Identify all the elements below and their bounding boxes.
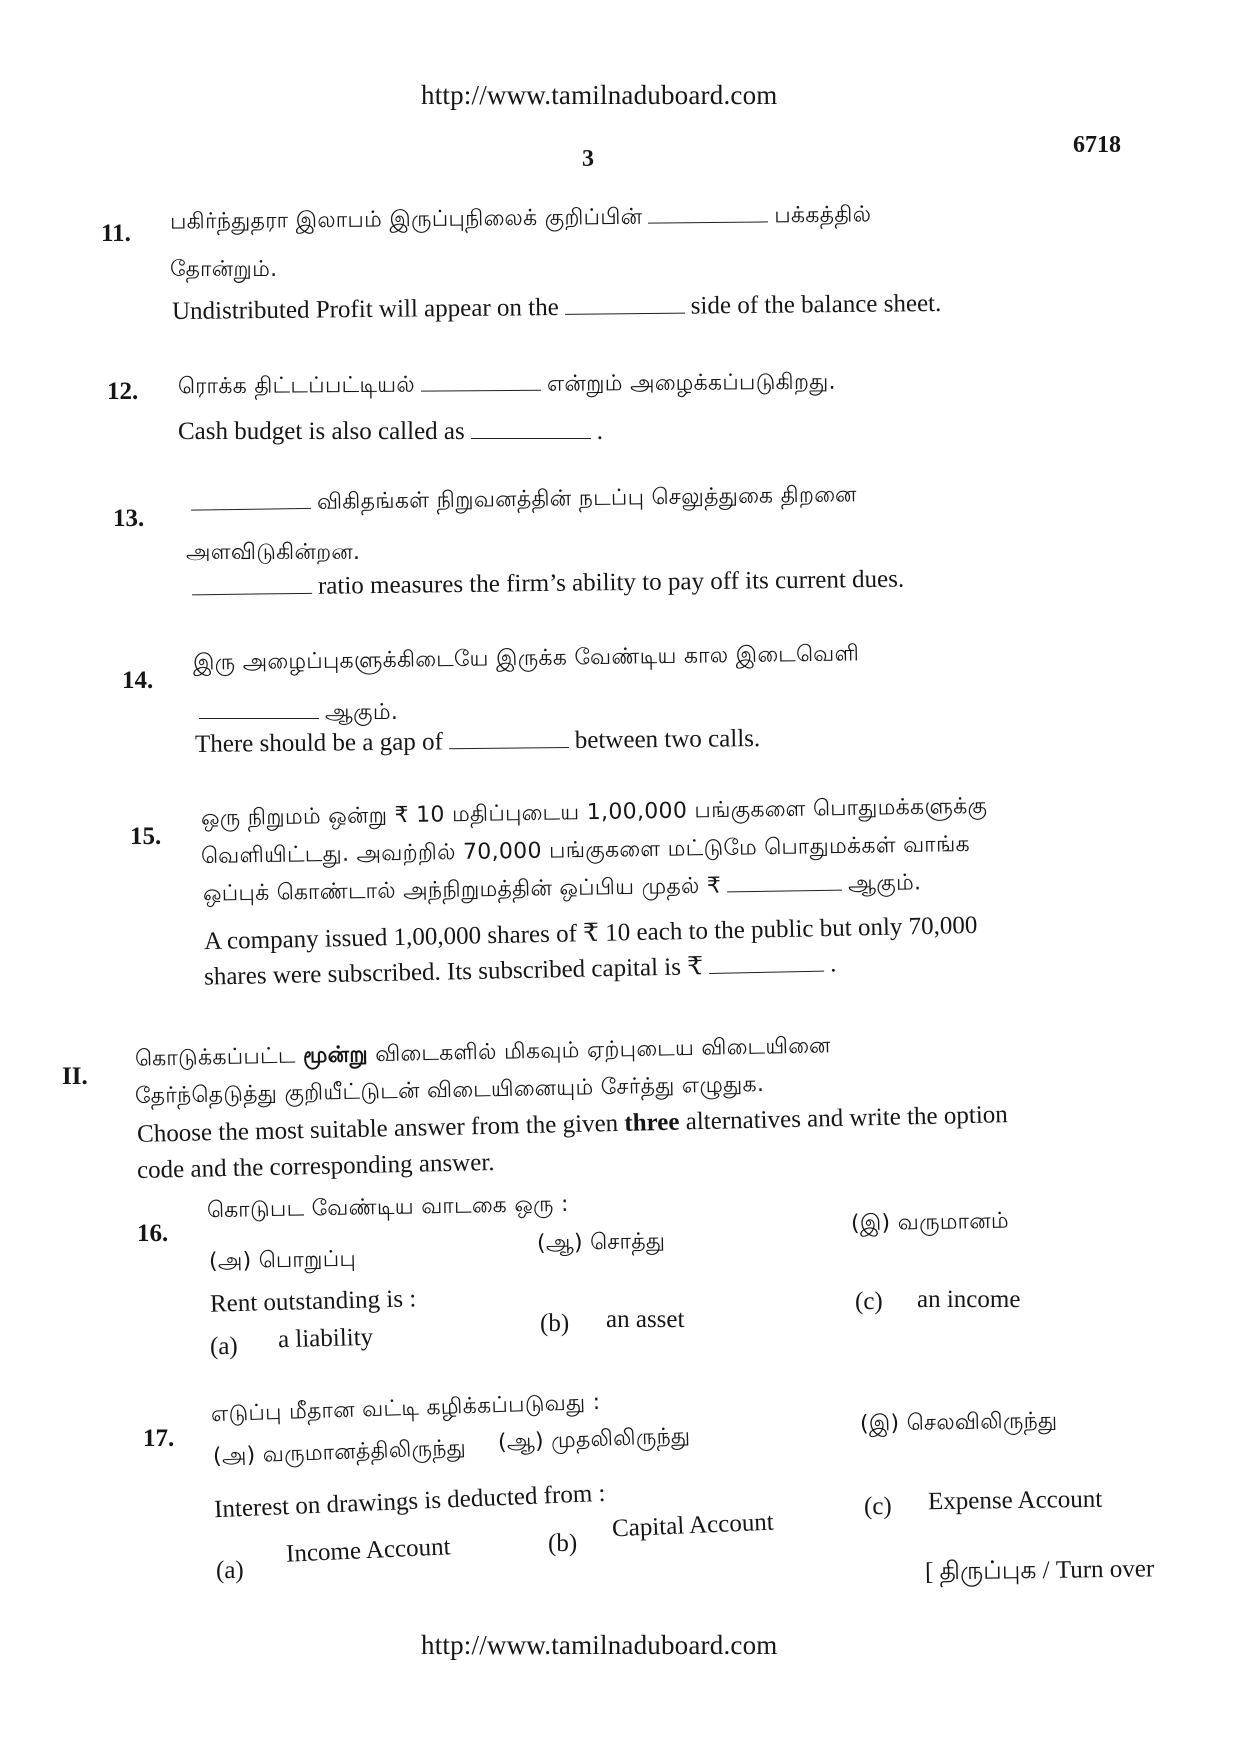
question-number: 13.	[113, 505, 145, 532]
question-english-line2: shares were subscribed. Its subscribed capital is ₹ .	[203, 950, 837, 991]
question-english: Cash budget is also called as .	[178, 418, 603, 445]
question-number: 15.	[130, 823, 162, 850]
option-english-b: Capital Account	[611, 1508, 775, 1543]
answer-blank	[565, 312, 685, 315]
question-number: 14.	[122, 667, 154, 694]
answer-blank	[709, 970, 824, 974]
question-number: 16.	[137, 1220, 169, 1247]
option-tamil-b: (ஆ) சொத்து	[536, 1228, 666, 1257]
option-tamil-c: (இ) வருமானம்	[850, 1208, 1010, 1237]
option-tamil-c: (இ) செலவிலிருந்து	[859, 1408, 1058, 1437]
option-english-a: a liability	[277, 1323, 374, 1354]
answer-blank	[191, 507, 311, 511]
section-number: II.	[62, 1063, 88, 1090]
answer-blank	[192, 592, 312, 595]
question-number: 12.	[107, 378, 139, 405]
question-number: 11.	[101, 220, 131, 247]
question-tamil: விகிதங்கள் நிறுவனத்தின் நடப்பு செலுத்துகை திறனை	[185, 482, 857, 519]
question-tamil-line2: ஆகும்.	[193, 700, 398, 728]
option-english-b: an asset	[606, 1306, 685, 1333]
option-label-b: (b)	[548, 1530, 578, 1557]
footer-url: http://www.tamilnaduboard.com	[421, 1630, 778, 1660]
answer-blank	[648, 220, 768, 223]
option-label-a: (a)	[216, 1557, 244, 1584]
option-label-a: (a)	[210, 1333, 238, 1360]
answer-blank	[471, 437, 591, 439]
question-english: A company issued 1,00,000 shares of ₹ 10 each to the public but only 70,000	[203, 911, 978, 956]
question-tamil: ரொக்க திட்டப்பட்டியல் என்றும் அழைக்கப்படுகிறது.	[177, 369, 836, 400]
section-instruction-english-line2: code and the corresponding answer.	[136, 1148, 495, 1185]
question-english: Interest on drawings is deducted from :	[213, 1479, 606, 1524]
option-label-b: (b)	[540, 1310, 570, 1337]
question-tamil: எடுப்பு மீதான வட்டி கழிக்கப்படுவது :	[210, 1389, 601, 1428]
question-tamil: இரு அழைப்புகளுக்கிடையே இருக்க வேண்டிய கால இடைவெளி	[192, 641, 860, 676]
option-tamil-a: (அ) வருமானத்திலிருந்து	[212, 1435, 467, 1470]
answer-blank	[727, 889, 842, 893]
question-tamil-line3: ஒப்புக் கொண்டால் அந்நிறுமத்தின் ஒப்பிய முதல் ₹ ஆகும்.	[202, 870, 922, 907]
answer-blank	[199, 717, 319, 719]
question-number: 17.	[143, 1425, 175, 1452]
question-tamil: பகிர்ந்துதரா இலாபம் இருப்புநிலைக் குறிப்பின் பக்கத்தில்	[169, 202, 872, 235]
question-english: There should be a gap of between two calls.	[194, 725, 761, 758]
header-url: http://www.tamilnaduboard.com	[421, 80, 778, 110]
question-tamil-line2: வெளியிட்டது. அவற்றில் 70,000 பங்குகளை மட்டுமே பொதுமக்கள் வாங்க	[200, 831, 971, 870]
question-tamil-line2: தோன்றும்.	[170, 257, 278, 282]
option-english-c: Expense Account	[927, 1485, 1103, 1516]
section-instruction-english: Choose the most suitable answer from the given three alternatives and write the option	[136, 1101, 1009, 1148]
option-label-c: (c)	[864, 1493, 892, 1520]
option-tamil-a: (அ) பொறுப்பு	[208, 1246, 357, 1275]
option-label-c: (c)	[855, 1288, 883, 1315]
answer-blank	[421, 389, 541, 392]
section-instruction-tamil-line2: தேர்ந்தெடுத்து குறியீட்டுடன் விடையினையும் சேர்த்து எழுதுக.	[134, 1071, 765, 1110]
option-tamil-b: (ஆ) முதலிலிருந்து	[497, 1423, 691, 1456]
option-english-c: an income	[917, 1286, 1021, 1313]
question-tamil-line2: அளவிடுகின்றன.	[186, 540, 361, 565]
question-tamil: ஒரு நிறுமம் ஒன்று ₹ 10 மதிப்புடைய 1,00,000 பங்குகளை பொதுமக்களுக்கு	[200, 793, 988, 832]
answer-blank	[449, 746, 569, 749]
question-tamil: கொடுபட வேண்டிய வாடகை ஒரு :	[206, 1191, 569, 1224]
question-english: Rent outstanding is :	[209, 1285, 417, 1318]
question-english: ratio measures the firm’s ability to pay off its current dues.	[186, 566, 904, 603]
page-number: 3	[582, 146, 594, 172]
question-english: Undistributed Profit will appear on the side of the balance sheet.	[171, 289, 942, 326]
option-english-a: Income Account	[285, 1533, 452, 1568]
turn-over-note: [ திருப்புக / Turn over	[924, 1555, 1155, 1586]
paper-code: 6718	[1073, 132, 1121, 158]
section-instruction-tamil: கொடுக்கப்பட்ட மூன்று விடைகளில் மிகவும் ஏற்புடைய விடையினை	[134, 1033, 831, 1072]
